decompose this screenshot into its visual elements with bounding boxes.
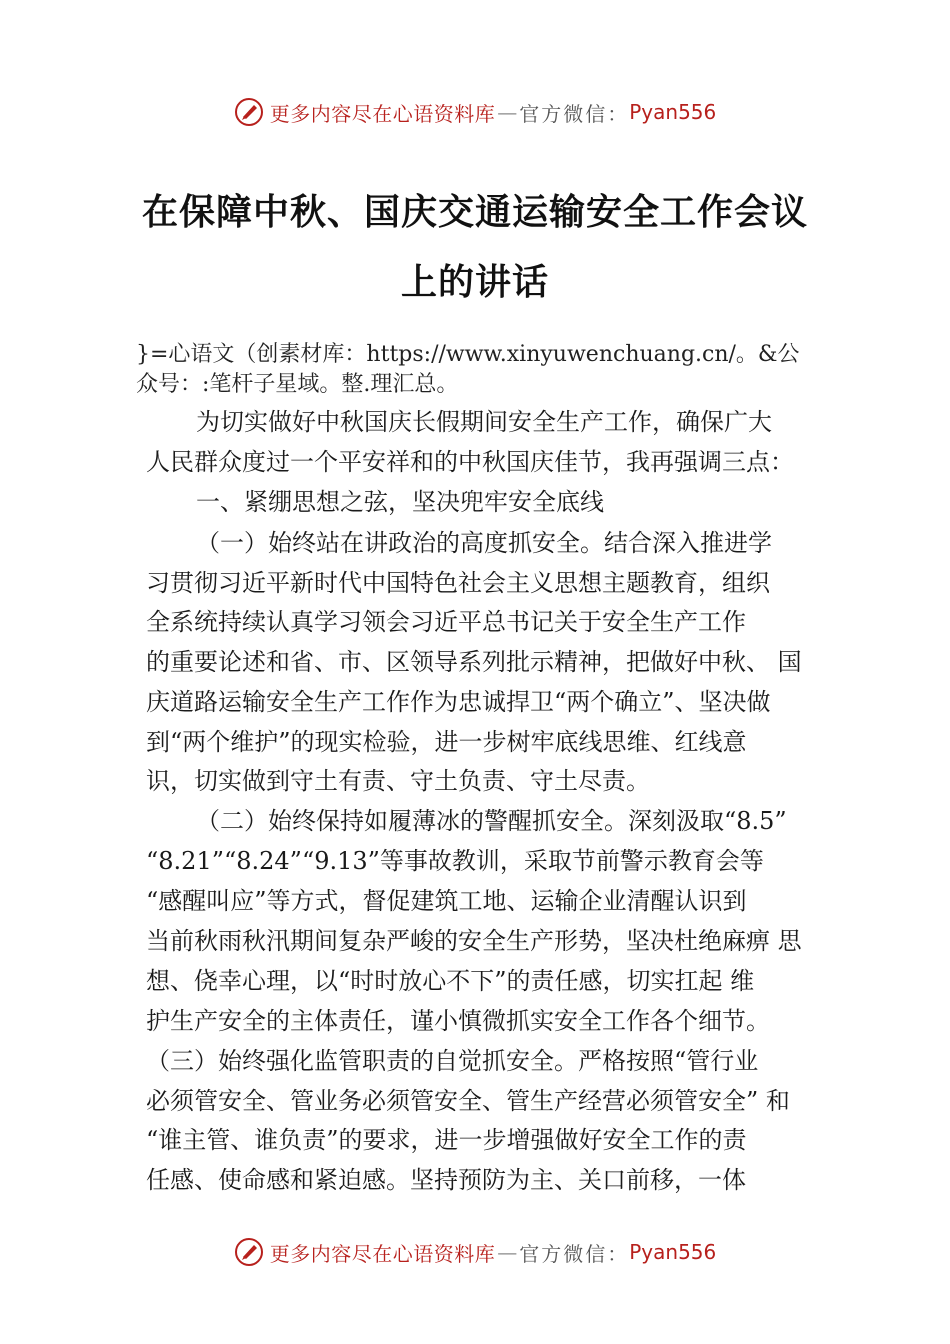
body-line: 必须管安全、管业务必须管安全、管生产经营必须管安全” 和: [146, 1087, 790, 1115]
body-line: 到“两个维护”的现实检验，进一步树牢底线思维、红线意: [146, 728, 747, 756]
banner-text: 更多内容尽在心语资料库: [269, 101, 496, 126]
body-line: “感醒叫应”等方式，督促建筑工地、运输企业清醒认识到: [146, 887, 747, 915]
banner-wechat-id: Pyan556: [629, 100, 717, 124]
body-line: 任感、使命感和紧迫感。坚持预防为主、关口前移，一体: [146, 1166, 746, 1194]
footer-watermark-banner: [0, 1234, 950, 1270]
source-note: [136, 340, 836, 400]
body-line: “谁主管、谁负责”的要求，进一步增强做好安全工作的责: [146, 1126, 747, 1154]
body-line: 的重要论述和省、市、区领导系列批示精神，把做好中秋、 国: [146, 648, 802, 676]
banner-separator: —: [497, 100, 518, 124]
pen-heart-logo-icon: [234, 1237, 264, 1267]
body-line: 习贯彻习近平新时代中国特色社会主义思想主题教育，组织: [146, 569, 770, 597]
body-line: （三）始终强化监管职责的自觉抓安全。严格按照“管行业: [146, 1047, 759, 1075]
body-line: “8.21”“8.24”“9.13”等事故教训，采取节前警示教育会等: [146, 847, 764, 875]
body-line: （一）始终站在讲政治的高度抓安全。结合深入推进学: [196, 529, 772, 557]
banner-separator: —: [497, 1240, 518, 1264]
body-line: 全系统持续认真学习领会习近平总书记关于安全生产工作: [146, 608, 746, 636]
banner-wechat-label: 官方微信：: [519, 101, 630, 126]
document-title-line-2: 上的讲话: [400, 261, 549, 303]
source-note-line-2: 众号：:笔杆子星域。整.理汇总。: [136, 372, 459, 397]
document-title-line-1: 在保障中秋、国庆交通运输安全工作会议: [141, 191, 808, 233]
source-note-line-1: }=心语文（创素材库：https://www.xinyuwenchuang.cn/。&公: [136, 342, 800, 367]
body-line: 人民群众度过一个平安祥和的中秋国庆佳节，我再强调三点：: [146, 448, 794, 476]
body-line: （二）始终保持如履薄冰的警醒抓安全。深刻汲取“8.5”: [196, 807, 787, 835]
pen-heart-logo-icon: [234, 97, 264, 127]
body-line: 庆道路运输安全生产工作作为忠诚捍卫“两个确立”、坚决做: [146, 688, 771, 716]
banner-text: 更多内容尽在心语资料库: [269, 1241, 496, 1266]
section-heading: 一、紧绷思想之弦，坚决兜牢安全底线: [196, 488, 604, 516]
body-line: 识，切实做到守土有责、守土负责、守土尽责。: [146, 767, 650, 795]
body-line: 为切实做好中秋国庆长假期间安全生产工作，确保广大: [196, 408, 772, 436]
banner-wechat-id: Pyan556: [629, 1240, 717, 1264]
banner-wechat-label: 官方微信：: [519, 1241, 630, 1266]
body-line: 护生产安全的主体责任，谨小慎微抓实安全工作各个细节。: [146, 1007, 770, 1035]
body-line: 想、侥幸心理，以“时时放心不下”的责任感，切实扛起 维: [146, 967, 755, 995]
body-line: 当前秋雨秋汛期间复杂严峻的安全生产形势，坚决杜绝麻痹 思: [146, 927, 802, 955]
header-watermark-banner: [0, 94, 950, 130]
